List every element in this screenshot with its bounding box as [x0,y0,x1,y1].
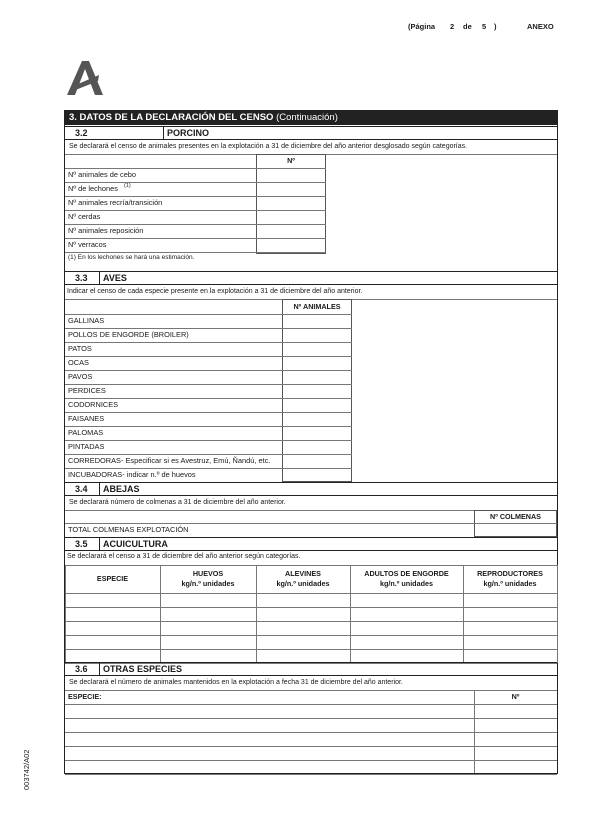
acuicultura-num: 3.5 [75,539,88,549]
acu-cell-field[interactable] [66,650,159,662]
acu-cell-field[interactable] [161,594,255,606]
aves-value-field[interactable] [283,343,351,355]
porcino-footnote: (1) En los lechones se hará una estimación. [68,254,195,261]
aves-value-field[interactable] [283,427,351,439]
abejas-total-label: TOTAL COLMENAS EXPLOTACIÓN [68,525,189,534]
aves-value-field[interactable] [283,315,351,327]
acu-col-sub: kg/n.º unidades [181,579,235,588]
porcino-row-label: Nº de lechones [68,184,118,193]
otras-row-divider [65,774,557,775]
acu-cell-field[interactable] [351,622,462,634]
porcino-value-field[interactable] [257,225,325,237]
porcino-intro: Se declarará el censo de animales presentes en la explotación a 31 de diciembre del año anterior desglosado según categorías. [69,143,468,150]
document-code: 003742/A02 [22,749,31,790]
aves-row-label: OCAS [68,358,89,367]
acu-cell-field[interactable] [66,636,159,648]
acu-cell-field[interactable] [464,608,556,620]
aves-row-label: FAISANES [68,414,105,423]
aves-intro: Indicar el censo de cada especie presente en la explotación a 31 de diciembre del año anterior. [67,288,363,295]
acu-cell-field[interactable] [161,622,255,634]
aves-header [65,271,557,285]
otras-col-especie: ESPECIE: [68,692,102,701]
acu-col-title: ADULTOS DE ENGORDE [364,569,449,578]
acu-col-sub: kg/n.º unidades [483,579,537,588]
acu-cell-field[interactable] [257,608,349,620]
porcino-num: 3.2 [75,128,88,138]
aves-value-field[interactable] [283,371,351,383]
porcino-row-label: Nº animales recría/transición [68,198,163,207]
aves-row-label: PAVOS [68,372,93,381]
aves-value-field[interactable] [283,469,351,481]
porcino-lechones-sup: (1) [124,183,131,189]
pagina-label: (Página [408,22,436,31]
aves-row-label: PATOS [68,344,92,353]
acu-col-sub: kg/n.º unidades [276,579,330,588]
porcino-row-label: Nº cerdas [68,212,101,221]
acu-cell-field[interactable] [161,636,255,648]
otras-header [65,662,557,676]
abejas-header [65,482,557,496]
aves-row-label: PINTADAS [68,442,105,451]
acu-cell-field[interactable] [257,622,349,634]
abejas-name: ABEJAS [99,483,399,496]
acu-cell-field[interactable] [66,608,159,620]
acu-col-title: HUEVOS [192,569,224,578]
acuicultura-intro: Se declarará el censo a 31 de diciembre del año anterior según categorías. [67,553,301,560]
otras-especie-field[interactable] [66,761,473,773]
porcino-value-field[interactable] [257,197,325,209]
aves-row-label: POLLOS DE ENGORDE (BROILER) [68,330,189,339]
aves-row-label: CODORNICES [68,400,119,409]
otras-n-field[interactable] [475,705,556,717]
acuicultura-header [65,537,557,551]
porcino-header [65,126,557,140]
acu-cell-field[interactable] [464,622,556,634]
aves-row-label: GALLINAS [68,316,105,325]
page-header [0,22,600,34]
aves-value-field[interactable] [283,385,351,397]
otras-intro: Se declarará el número de animales mantenidos en la explotación a fecha 31 de diciembre del año anterior. [69,679,403,686]
acu-cell-field[interactable] [464,636,556,648]
acu-cell-field[interactable] [351,636,462,648]
aves-name: AVES [99,272,399,285]
aves-value-field[interactable] [283,441,351,453]
otras-n-field[interactable] [475,733,556,745]
otras-especie-field[interactable] [66,747,473,759]
otras-especie-field[interactable] [66,719,473,731]
acu-cell-field[interactable] [351,608,462,620]
porcino-col-header: Nº [287,156,295,165]
acu-col-title: REPRODUCTORES [477,569,543,578]
aves-col-header: Nº ANIMALES [293,302,341,311]
otras-name: OTRAS ESPECIES [99,663,399,676]
acu-cell-field[interactable] [464,594,556,606]
section-title-bar [65,111,557,125]
acu-col-title: ALEVINES [285,569,321,578]
aves-row-label: PERDICES [68,386,106,395]
aves-value-field[interactable] [283,329,351,341]
otras-n-field[interactable] [475,719,556,731]
porcino-row-label: Nº verracos [68,240,107,249]
acu-cell-field[interactable] [161,650,255,662]
acu-col-divider [557,565,558,663]
acu-cell-field[interactable] [161,608,255,620]
acu-cell-field[interactable] [351,594,462,606]
page-close-paren: ) [494,22,497,31]
acu-cell-field[interactable] [464,650,556,662]
acu-cell-field[interactable] [257,650,349,662]
aves-row-label: PALOMAS [68,428,104,437]
otras-especie-field[interactable] [66,705,473,717]
aves-value-field[interactable] [283,357,351,369]
aves-row-label: CORREDORAS- Especificar si es Avestruz, Emú, Ñandú, etc. [68,456,271,465]
aves-num: 3.3 [75,273,88,283]
section-title-cont: (Continuación) [276,112,338,123]
acu-cell-field[interactable] [351,650,462,662]
otras-n-field[interactable] [475,747,556,759]
page-number: 2 [450,22,455,31]
porcino-row-label: Nº animales reposición [68,226,144,235]
otras-n-field[interactable] [475,761,556,773]
porcino-value-field[interactable] [257,239,325,251]
andalucia-logo [65,57,105,97]
abejas-num: 3.4 [75,484,88,494]
aves-row-label: INCUBADORAS- indicar n.º de huevos [68,470,196,479]
abejas-intro: Se declarará número de colmenas a 31 de diciembre del año anterior. [69,499,286,506]
page-de: de [463,22,472,31]
section-title: 3. DATOS DE LA DECLARACIÓN DEL CENSO [69,112,274,123]
porcino-value-field[interactable] [257,169,325,181]
aves-value-field[interactable] [283,399,351,411]
acu-cell-field[interactable] [257,636,349,648]
anexo-label: ANEXO [527,22,554,31]
page-total: 5 [482,22,487,31]
acu-cell-field[interactable] [66,622,159,634]
otras-especie-field[interactable] [66,733,473,745]
aves-value-field[interactable] [283,455,351,467]
abejas-total-field[interactable] [475,524,556,536]
acu-col-sub: kg/n.º unidades [380,579,433,588]
porcino-value-field[interactable] [257,183,325,195]
acu-col-title: ESPECIE [96,574,129,583]
porcino-value-field[interactable] [257,211,325,223]
acuicultura-name: ACUICULTURA [99,538,399,551]
porcino-name: PORCINO [163,127,463,140]
otras-num: 3.6 [75,664,88,674]
abejas-col-header: Nº COLMENAS [490,512,541,521]
acu-cell-field[interactable] [66,594,159,606]
otras-col-n: Nº [511,692,520,701]
acu-cell-field[interactable] [257,594,349,606]
aves-value-field[interactable] [283,413,351,425]
porcino-row-label: Nº animales de cebo [68,170,137,179]
